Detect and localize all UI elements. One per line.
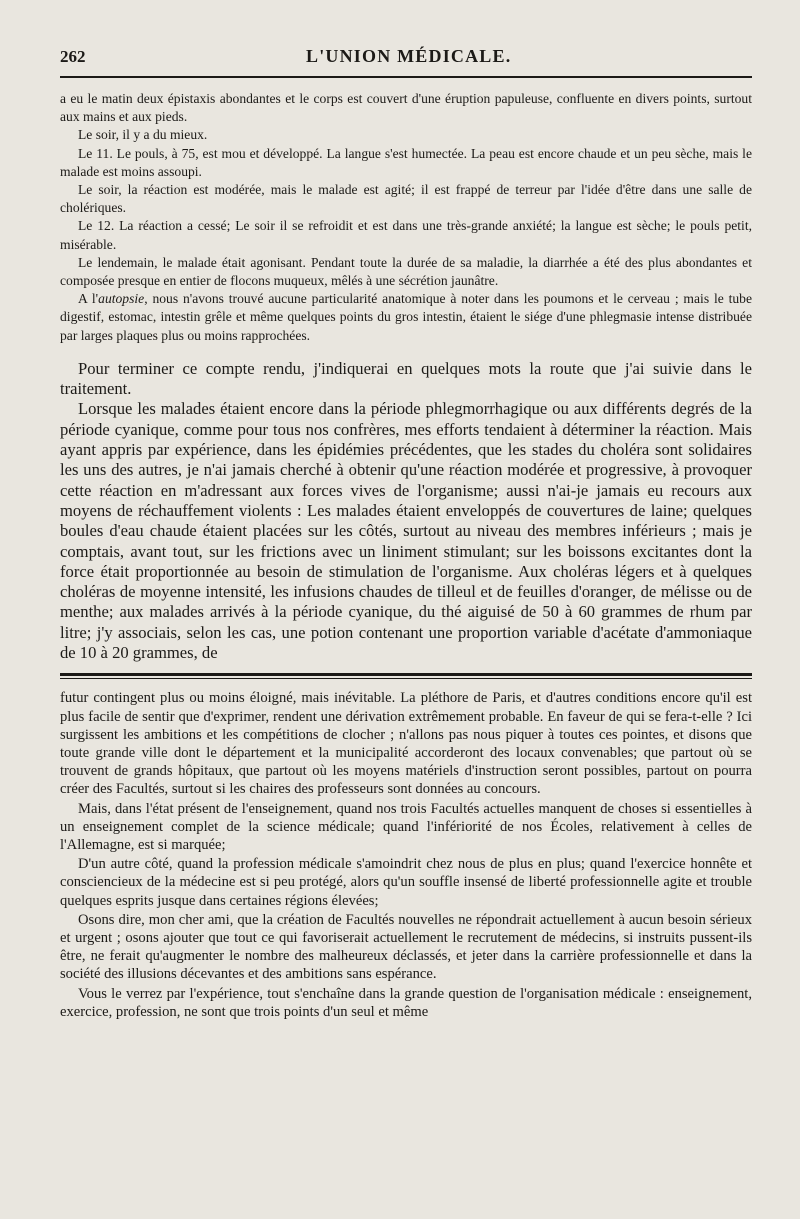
feuilleton-paragraph: D'un autre côté, quand la profession médicale s'amoindrit chez nous de plus en plus; quand l'exercice honnête et consciencieux de la médecine est si peu protégé, alors qu'un souffle insensé de liberté professionnelle agite et trouble quelques esprits jusque dans certaines régions élevées; bbox=[60, 856, 752, 909]
feuilleton-paragraph: Vous le verrez par l'expérience, tout s'enchaîne dans la grande question de l'organisation médicale : enseignement, exercice, profession, ne sont que trois points d'un seul et même bbox=[60, 985, 752, 1020]
page-header bbox=[60, 0, 752, 78]
separator-thick-rule bbox=[60, 673, 752, 676]
case-report bbox=[60, 90, 752, 345]
case-paragraph: Le soir, la réaction est modérée, mais le malade est agité; il est frappé de terreur par l'idée d'être dans une salle de cholériques. bbox=[60, 182, 752, 216]
case-paragraph: Le 12. La réaction a cessé; Le soir il se refroidit et est dans une très-grande anxiété; la langue est sèche; le pouls petit, misérable. bbox=[60, 218, 752, 252]
autopsy-text: , nous n'avons trouvé aucune particularité anatomique à noter dans les poumons et le cerveau ; mais le tube digestif, estomac, intestin grêle et même quelques points du gros intestin, étaient le siége d'une phlegmasie intense distribuée par larges plaques plus ou moins rapprochées. bbox=[60, 291, 752, 343]
main-paragraph: Lorsque les malades étaient encore dans la période phlegmorrhagique ou aux différents degrés de la période cyanique, comme pour tous nos confrères, mes efforts tendaient à déterminer la réaction. Mais ayant appris par expérience, dans les épidémies précédentes, que les stades du choléra sont solidaires les uns des autres, je n'ai jamais cherché à obtenir qu'une réaction modérée et progressive, à provoquer cette réaction en m'adressant aux forces vives de l'organisme; aussi n'ai-je jamais eu recours aux moyens de réchauffement violents : Les malades étaient enveloppés de couvertures de laine; quelques boules d'eau chaude étaient placées sur les côtés, surtout au niveau des membres inférieurs ; mais je comptais, avant tout, sur les frictions avec un liniment stimulant; sur les boissons excitantes dont la force était proportionnée au besoin de stimulation de l'organisme. Aux choléras légers et à quelques choléras de moyenne intensité, les infusions chaudes de tilleul et de feuilles d'oranger, de mélisse ou de menthe; aux malades arrivés à la période cyanique, du thé aiguisé de 50 à 60 grammes de rhum par litre; j'y associais, selon les cas, une potion contenant une proportion variable d'acétate d'ammoniaque de 10 à 20 grammes, de bbox=[60, 399, 752, 662]
page-number: 262 bbox=[60, 47, 86, 66]
case-paragraph: Le 11. Le pouls, à 75, est mou et développé. La langue s'est humectée. La peau est encore chaude et un peu sèche, mais le malade est moins assoupi. bbox=[60, 145, 752, 179]
autopsy-italic: autopsie bbox=[98, 291, 145, 307]
case-paragraph: a eu le matin deux épistaxis abondantes et le corps est couvert d'une éruption papuleuse, confluente en divers points, surtout aux mains et aux pieds. bbox=[60, 91, 752, 125]
separator-thin-rule bbox=[60, 678, 752, 679]
feuilleton-separator bbox=[60, 673, 752, 679]
case-paragraph: Le soir, il y a du mieux. bbox=[78, 127, 208, 143]
autopsy-paragraph bbox=[60, 290, 752, 345]
case-paragraph: Le lendemain, le malade était agonisant. Pendant toute la durée de sa maladie, la diarrhée a été des plus abondantes et composée presque en entier de flocons muqueux, mêlés à une sécrétion jaunâtre. bbox=[60, 254, 752, 289]
autopsy-prefix: A l' bbox=[78, 291, 99, 307]
feuilleton-paragraph: futur contingent plus ou moins éloigné, mais inévitable. La pléthore de Paris, et d'autres conditions encore qu'il est plus facile de sentir que d'exprimer, rendent une dérivation extrêmement probable. En faveur de qui se fera-t-elle ? Ici surgissent les ambitions et les compétitions de clocher ; n'allons pas nous piquer à toutes ces pointes, et disons que toute grande ville dont le département et la municipalité accorderont des locaux convenables; que partout où se trouvent de grands hôpitaux, que partout où les moyens matériels d'instruction seront possibles, partout on pourra créer des Facultés, surtout si les chaires des professeurs sont données au concours. bbox=[60, 690, 752, 798]
main-text bbox=[60, 359, 752, 663]
feuilleton-paragraph: Mais, dans l'état présent de l'enseignement, quand nos trois Facultés actuelles manquent de choses si essentielles à un enseignement complet de la science médicale; quand l'infériorité de nos Écoles, relativement à celles de l'Allemagne, est si marquée; bbox=[60, 800, 752, 853]
running-title: L'UNION MÉDICALE. bbox=[306, 46, 512, 66]
feuilleton bbox=[60, 689, 752, 1021]
feuilleton-paragraph: Osons dire, mon cher ami, que la création de Facultés nouvelles ne répondrait actuellement à aucun besoin sérieux et urgent ; osons ajouter que tout ce qui favoriserait actuellement le recrutement de médecins, si instruits pussent-ils être, ne ferait qu'augmenter le nombre des malheureux déclassés, et jeter dans la carrière professionnelle et dans la société des illusions décevantes et des ambitions sans espérance. bbox=[60, 911, 752, 983]
main-paragraph: Pour terminer ce compte rendu, j'indiquerai en quelques mots la route que j'ai suivie dans le traitement. bbox=[60, 358, 752, 399]
